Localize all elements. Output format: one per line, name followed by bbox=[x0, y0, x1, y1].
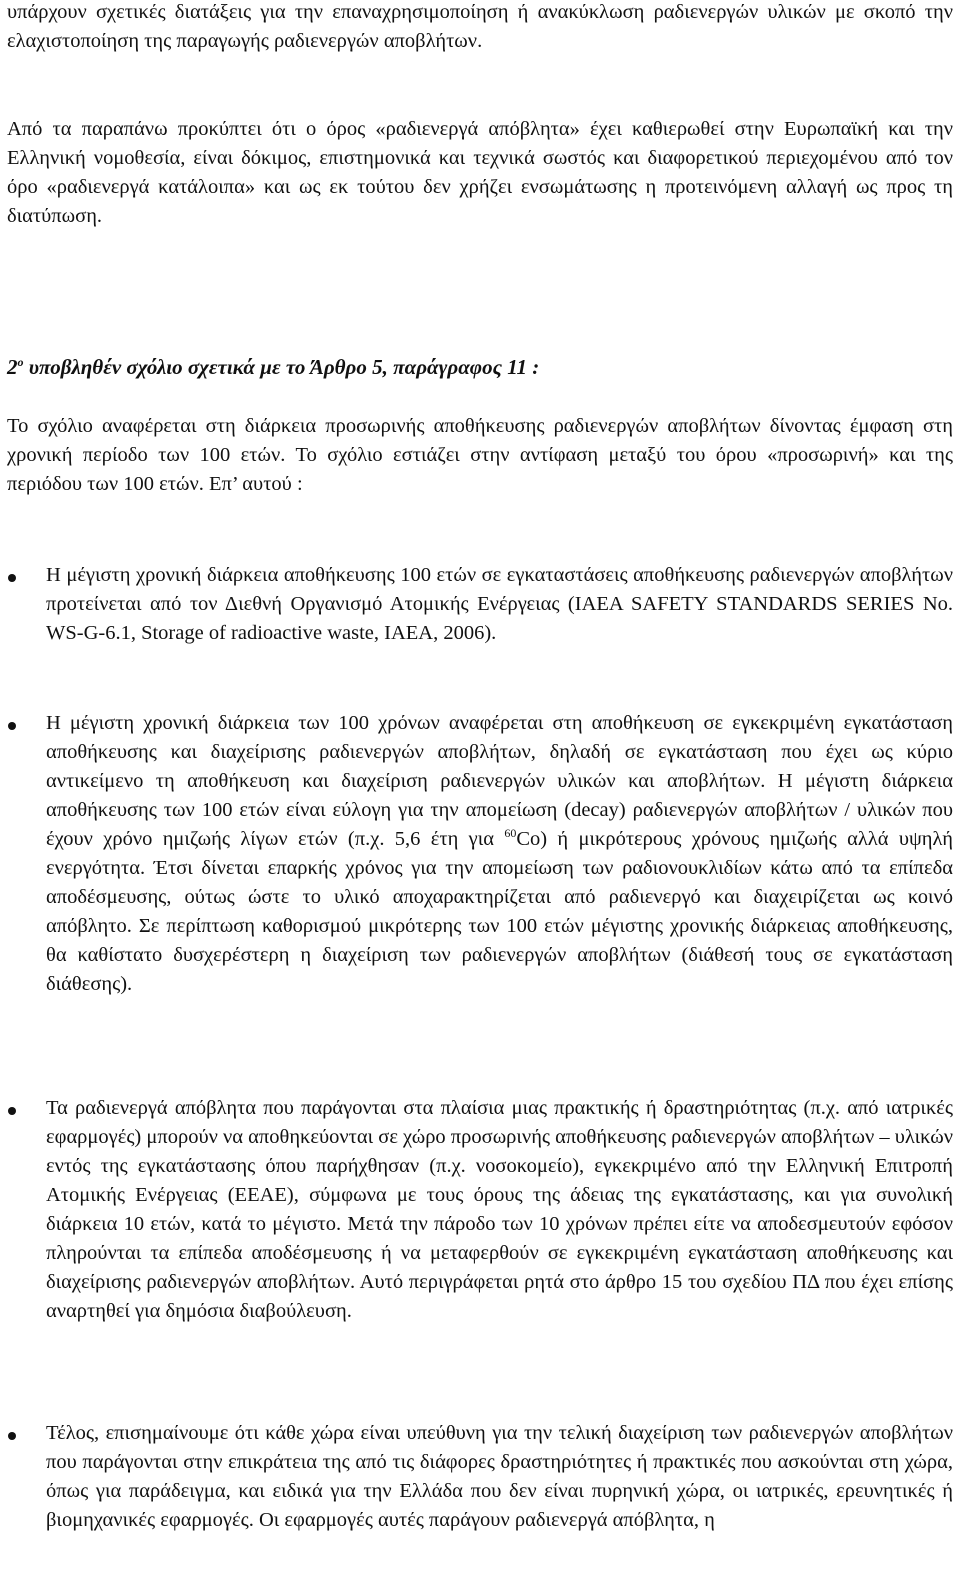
list-item bbox=[7, 1094, 953, 1326]
bullet-icon bbox=[8, 722, 16, 730]
bullet-text: Τα ραδιενεργά απόβλητα που παράγονται στα πλαίσια μιας πρακτικής ή δραστηριότητας (π.χ. από ιατρικές εφαρμογές) μπορούν να αποθηκεύονται σε χώρο προσωρινής αποθήκευσης ραδιενεργών αποβλήτων – υλικών εντός της εγκατάστασης όπου παρήχθησαν (π.χ. νοσοκομείο), εγκεκριμένο από την Ελληνική Επιτροπή Ατομικής Ενέργειας (ΕΕΑΕ), σύμφωνα με τους όρους της άδειας της εγκατάστασης, και για συνολική διάρκεια 10 ετών, κατά το μέγιστο. Μετά την πάροδο των 10 χρόνων πρέπει είτε να αποδεσμευτούν εφόσον πληρούνται τα επίπεδα αποδέσμευσης ή να μεταφερθούν σε εγκεκριμένη εγκατάσταση αποθήκευσης και διαχείρισης ραδιενεργών αποβλήτων. Αυτό περιγράφεται ρητά στο άρθρο 15 του σχεδίου ΠΔ που έχει επίσης αναρτηθεί για δημόσια διαβούλευση. bbox=[46, 1097, 953, 1322]
bullet-text-part: Η μέγιστη χρονική διάρκεια των 100 χρόνων αναφέρεται στη αποθήκευση σε εγκεκριμένη εγκατάσταση αποθήκευσης και διαχείρισης ραδιενεργών αποβλήτων, δηλαδή σε εγκατάσταση που έχει ως κύριο αντικείμενο τη αποθήκευση και διαχείριση ραδιενεργών υλικών και αποβλήτων. Η μέγιστη διάρκεια αποθήκευσης των 100 ετών είναι εύλογη για την απομείωση (decay) ραδιενεργών αποβλήτων / υλικών που έχουν χρόνο ημιζωής λίγων ετών (π.χ. 5,6 έτη για bbox=[46, 712, 953, 850]
bullet-icon bbox=[8, 1107, 16, 1115]
bullet-icon bbox=[8, 1432, 16, 1440]
list-item bbox=[7, 709, 953, 999]
section-heading bbox=[7, 352, 539, 382]
bullet-text: Η μέγιστη χρονική διάρκεια αποθήκευσης 100 ετών σε εγκαταστάσεις αποθήκευσης ραδιενεργών αποβλήτων προτείνεται από τον Διεθνή Οργανισμό Ατομικής Ενέργειας (IAEA SAFETY STANDARDS SERIES No. WS-G-6.1, Storage of radioactive waste, IAEA, 2006). bbox=[46, 564, 953, 644]
bullet-icon bbox=[8, 574, 16, 582]
bullet-text-part: Co) ή μικρότερους χρόνους ημιζωής αλλά υψηλή ενεργότητα. Έτσι δίνεται επαρκής χρόνος για την απομείωση των ραδιονουκλιδίων κάτω από τα επίπεδα αποδέσμευσης, ούτως ώστε το υλικό αποχαρακτηρίζεται από ραδιενεργό και διαχειρίζεται ως κοινό απόβλητο. Σε περίπτωση καθορισμού μικρότερης των 100 ετών μέγιστης χρονικής διάρκειας αποθήκευσης, θα καθίστατο δυσχερέστερη η διαχείριση των ραδιενεργών αποβλήτων (διάθεσή τους σε εγκατάσταση διάθεσης). bbox=[46, 828, 953, 995]
bullet-text bbox=[46, 709, 953, 999]
bullet-text: Τέλος, επισημαίνουμε ότι κάθε χώρα είναι υπεύθυνη για την τελική διαχείριση των ραδιενεργών αποβλήτων που παράγονται στην επικράτεια της από τις διάφορες δραστηριότητες ή πρακτικές που ασκούνται στη χώρα, όπως για παράδειγμα, και ειδικά για την Ελλάδα που δεν είναι πυρηνική χώρα, οι ιατρικές, ερευνητικές ή βιομηχανικές εφαρμογές. Οι εφαρμογές αυτές παράγουν ραδιενεργά απόβλητα, η bbox=[46, 1422, 953, 1531]
heading-number: 2 bbox=[7, 355, 18, 379]
heading-text: υποβληθέν σχόλιο σχετικά με το Άρθρο 5, παράγραφος 11 : bbox=[23, 355, 540, 379]
conclusion-paragraph: Από τα παραπάνω προκύπτει ότι ο όρος «ραδιενεργά απόβλητα» έχει καθιερωθεί στην Ευρωπαϊκή και την Ελληνική νομοθεσία, είναι δόκιμος, επιστημονικά και τεχνικά σωστός και διαφορετικού περιεχομένου από τον όρο «ραδιενεργά κατάλοιπα» και ως εκ τούτου δεν χρήζει ενσωμάτωσης η προτεινόμενη αλλαγή ως προς τη διατύπωση. bbox=[7, 118, 953, 227]
intro-paragraph: Το σχόλιο αναφέρεται στη διάρκεια προσωρινής αποθήκευσης ραδιενεργών αποβλήτων δίνοντας έμφαση στη χρονική περίοδο των 100 ετών. Το σχόλιο εστιάζει στην αντίφαση μεταξύ του όρου «προσωρινή» και της περιόδου των 100 ετών. Επ’ αυτού : bbox=[7, 415, 953, 495]
isotope-mass-number: 60 bbox=[504, 826, 517, 841]
list-item bbox=[7, 1419, 953, 1535]
list-item bbox=[7, 561, 953, 648]
heading-ordinal: ο bbox=[17, 355, 24, 369]
top-paragraph: υπάρχουν σχετικές διατάξεις για την επαναχρησιμοποίηση ή ανακύκλωση ραδιενεργών υλικών με σκοπό την ελαχιστοποίηση της παραγωγής ραδιενεργών αποβλήτων. bbox=[7, 1, 953, 52]
